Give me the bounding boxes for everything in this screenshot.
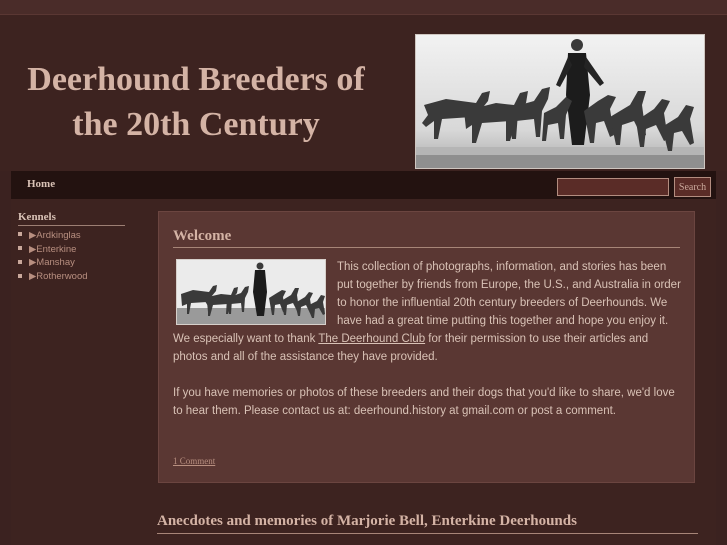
- sidebar-item-enterkine: [18, 243, 88, 257]
- welcome-post: [158, 211, 695, 483]
- post-paragraph-2: If you have memories or photos of these breeders and their dogs that you'd like to share, we'd love to hear them. Please contact us at: deerhound.history at gmail.com or post a comment.: [173, 387, 675, 417]
- sidebar-kennels-list: [18, 229, 88, 284]
- bullet-icon: [18, 274, 22, 278]
- post-text: This collection of photographs, information, and stories has been put together by friends from Europe, the U.S., and Australia in order to honor the influential 20th century breeders of Deerhounds. We have had a great time putting this together and hope you enjoy it. We especially want to thank: [173, 261, 681, 345]
- sidebar-link-manshay[interactable]: ▶Manshay: [29, 257, 75, 269]
- post-body: [173, 258, 685, 420]
- sidebar-link-enterkine[interactable]: ▶Enterkine: [29, 243, 77, 255]
- bullet-icon: [18, 232, 22, 236]
- comments-link[interactable]: 1 Comment: [173, 456, 216, 466]
- sidebar-heading-kennels: Kennels: [18, 211, 125, 226]
- sidebar-item-rotherwood: [18, 270, 88, 284]
- header-photo: [415, 34, 705, 169]
- next-post-title[interactable]: Anecdotes and memories of Marjorie Bell, Enterkine Deerhounds: [157, 513, 698, 534]
- sidebar-item-ardkinglas: [18, 229, 88, 243]
- bullet-icon: [18, 246, 22, 250]
- site-header: [0, 15, 727, 171]
- search-button[interactable]: Search: [674, 177, 711, 197]
- nav-home-link[interactable]: Home: [27, 178, 56, 190]
- deerhound-club-link[interactable]: The Deerhound Club: [318, 333, 426, 345]
- sidebar-link-ardkinglas[interactable]: ▶Ardkinglas: [29, 230, 81, 241]
- post-title[interactable]: Welcome: [173, 228, 680, 248]
- search-input[interactable]: [557, 178, 669, 196]
- bullet-icon: [18, 260, 22, 264]
- navbar: [11, 171, 716, 199]
- post-text: for their permission to use their articles and photos and all of the assistance they have provided.: [173, 333, 649, 363]
- woman-with-deerhounds-photo: [416, 35, 705, 169]
- site-title[interactable]: Deerhound Breeders of the 20th Century: [27, 61, 365, 143]
- sidebar-item-manshay: [18, 256, 88, 270]
- top-strip: [0, 0, 727, 15]
- sidebar-link-rotherwood[interactable]: ▶Rotherwood: [29, 271, 88, 283]
